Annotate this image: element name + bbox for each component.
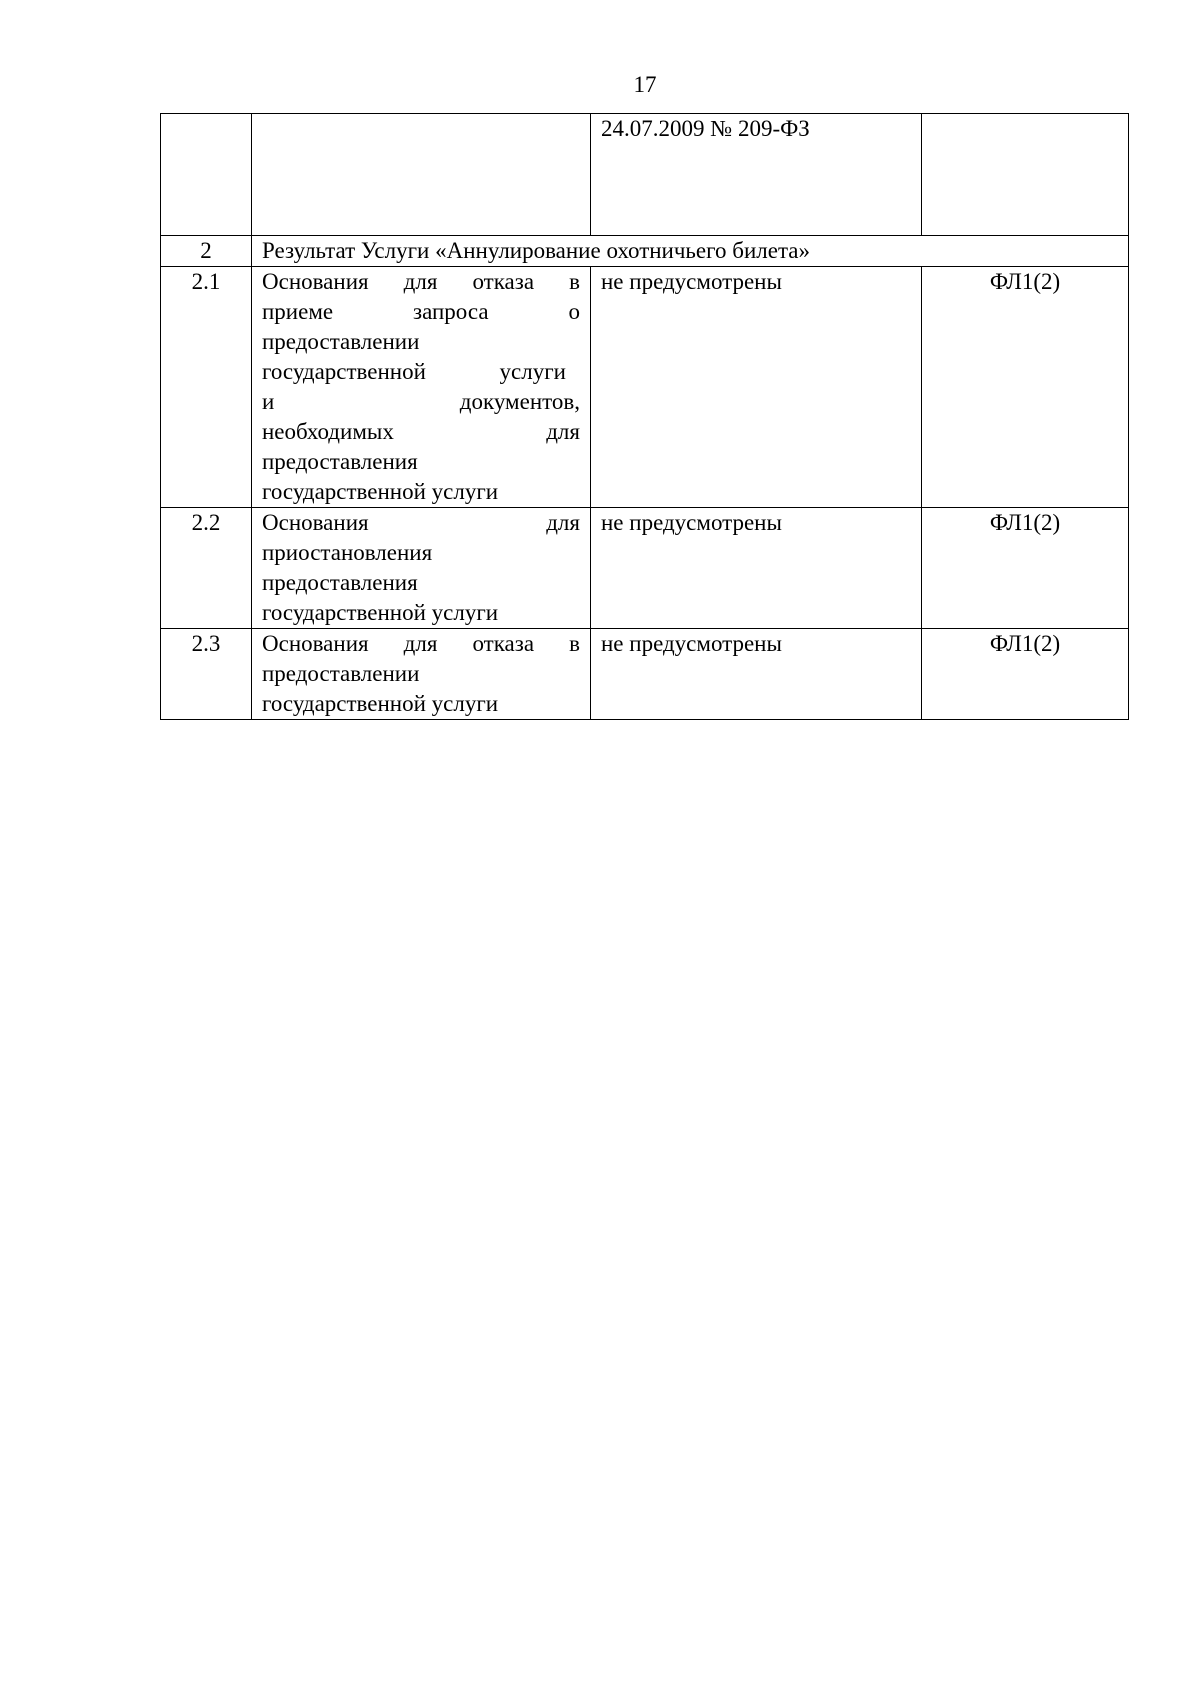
row-basis-cell: 24.07.2009 № 209-ФЗ bbox=[591, 114, 922, 236]
document-table bbox=[160, 113, 1129, 720]
row-name-line: приеме запроса о bbox=[262, 299, 580, 324]
row-name-line: государственной услуги bbox=[262, 359, 566, 384]
row-code-cell: ФЛ1(2) bbox=[922, 267, 1129, 508]
row-basis-cell: не предусмотрены bbox=[591, 267, 922, 508]
row-basis-cell: не предусмотрены bbox=[591, 629, 922, 720]
row-name-line: Основания для bbox=[262, 510, 580, 535]
page-number: 17 bbox=[633, 72, 657, 97]
row-name-line: государственной услуги bbox=[262, 600, 499, 625]
table-row bbox=[161, 629, 1129, 720]
table-row-continuation bbox=[161, 114, 1129, 236]
row-name-line: и документов, bbox=[262, 389, 580, 414]
row-name-line: необходимых для bbox=[262, 419, 580, 444]
row-name-line: государственной услуги bbox=[262, 691, 499, 716]
row-number-cell: 2.3 bbox=[161, 629, 252, 720]
row-name-cell bbox=[252, 267, 591, 508]
row-name-cell bbox=[252, 629, 591, 720]
row-name-cell bbox=[252, 508, 591, 629]
row-name-line: Основания для отказа в bbox=[262, 631, 580, 656]
row-name-line: приостановления bbox=[262, 540, 433, 565]
section-row bbox=[161, 236, 1129, 267]
table-row bbox=[161, 508, 1129, 629]
row-name-line: предоставления bbox=[262, 449, 418, 474]
table-row bbox=[161, 267, 1129, 508]
row-basis-cell: не предусмотрены bbox=[591, 508, 922, 629]
row-name-line: предоставлении bbox=[262, 661, 420, 686]
row-code-cell: ФЛ1(2) bbox=[922, 629, 1129, 720]
row-name-line: Основания для отказа в bbox=[262, 269, 580, 294]
row-number-cell: 2.1 bbox=[161, 267, 252, 508]
section-title-cell: Результат Услуги «Аннулирование охотничьего билета» bbox=[252, 236, 1129, 267]
row-number-cell: 2.2 bbox=[161, 508, 252, 629]
row-name-line: предоставлении bbox=[262, 329, 420, 354]
row-code-cell bbox=[922, 114, 1129, 236]
row-name-cell bbox=[252, 114, 591, 236]
row-name-line: государственной услуги bbox=[262, 479, 499, 504]
row-code-cell: ФЛ1(2) bbox=[922, 508, 1129, 629]
row-number-cell bbox=[161, 114, 252, 236]
row-name-line: предоставления bbox=[262, 570, 418, 595]
section-number-cell: 2 bbox=[161, 236, 252, 267]
